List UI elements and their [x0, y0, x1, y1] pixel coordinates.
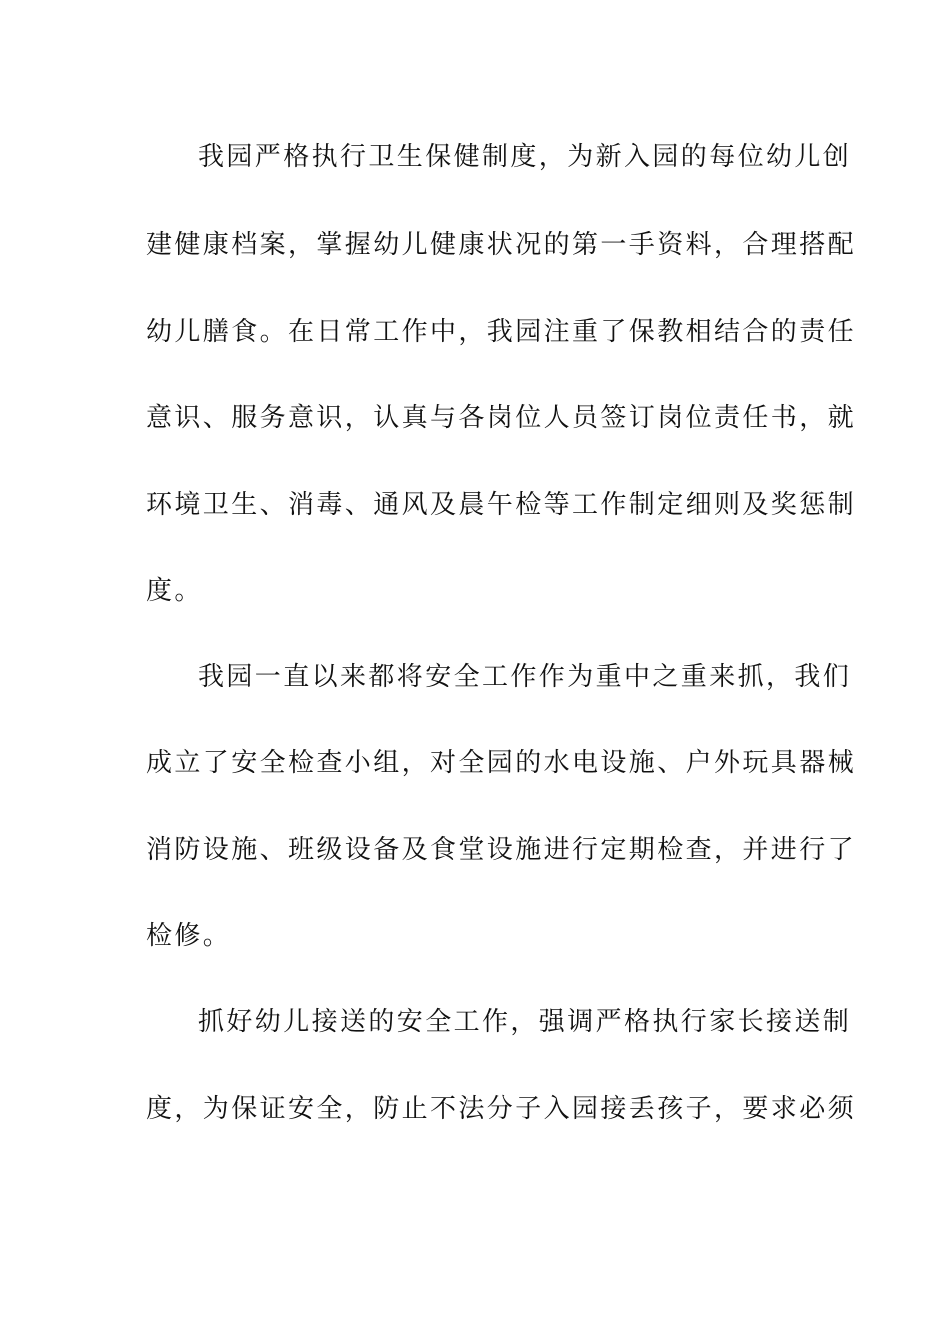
- paragraph-3-line-1: 抓好幼儿接送的安全工作，强调严格执行家长接送制: [198, 1007, 852, 1037]
- paragraph-3-line-2: 度，为保证安全，防止不法分子入园接丢孩子，要求必须: [146, 1094, 857, 1124]
- paragraph-1-line-2: 建健康档案，掌握幼儿健康状况的第一手资料，合理搭配: [146, 230, 857, 260]
- paragraph-1-line-5: 环境卫生、消毒、通风及晨午检等工作制定细则及奖惩制: [146, 490, 857, 520]
- paragraph-2-line-4: 检修。: [146, 921, 232, 951]
- paragraph-1-line-6: 度。: [146, 576, 203, 606]
- paragraph-2-line-1: 我园一直以来都将安全工作作为重中之重来抓，我们: [198, 662, 852, 692]
- paragraph-1-line-4: 意识、服务意识，认真与各岗位人员签订岗位责任书，就: [146, 403, 857, 433]
- paragraph-2-line-2: 成立了安全检查小组，对全园的水电设施、户外玩具器械: [146, 748, 857, 778]
- paragraph-1-line-3: 幼儿膳食。在日常工作中，我园注重了保教相结合的责任: [146, 317, 857, 347]
- paragraph-2-line-3: 消防设施、班级设备及食堂设施进行定期检查，并进行了: [146, 835, 857, 865]
- paragraph-1-line-1: 我园严格执行卫生保健制度，为新入园的每位幼儿创: [198, 142, 852, 172]
